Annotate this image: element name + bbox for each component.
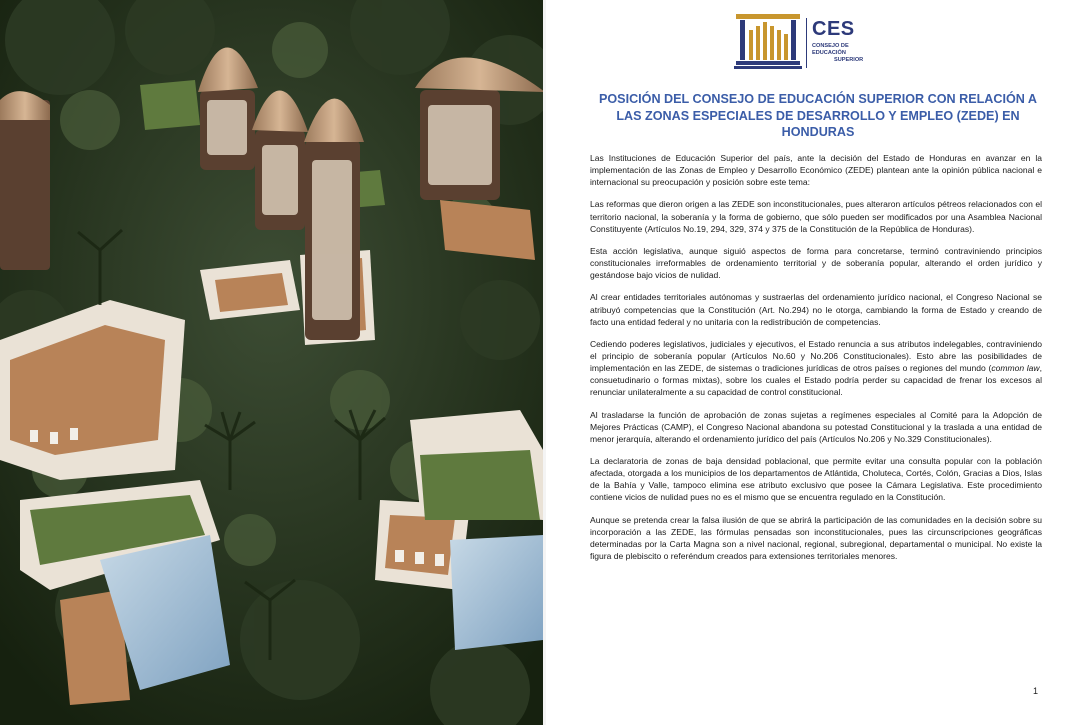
paragraph-3: Esta acción legislativa, aunque siguió aspectos de forma para concretarse, terminó contraviniendo principios constitucionales irreformables de ordenamiento territorial y de soberanía popular, alterando el orden jurídico y gestándose bajo vicios de nulidad. (590, 245, 1042, 281)
logo-subtitle-line1: CONSEJO DE EDUCACIÓN (812, 43, 849, 56)
paragraph-6: Al trasladarse la función de aprobación de zonas sujetas a regímenes especiales al Comité para la Adopción de Mejores Prácticas (CAMP), el Congreso Nacional abandona su potestad Constitucional y la traslada a una entidad de menor jerarquía, alterando el ordenamiento jurídico del país (Artículos No.206 y No.329 Constitucionales). (590, 409, 1042, 444)
aerial-rendering-image (0, 0, 543, 725)
paragraph-8: Aunque se pretenda crear la falsa ilusión de que se abrirá la participación de las comunidades en la decisión sobre su incorporación a las ZEDE, las fórmulas pensadas son inconstitucionales, pues las circunscripciones geográficas determinadas por la Carta Magna son a nivel nacional, regional, subregional, departamental o municipal. No existe la figura de plebiscito o referéndum creados para extensiones territoriales menores. (590, 514, 1042, 561)
paragraph-7: La declaratoria de zonas de baja densidad poblacional, que permite evitar una consulta popular con la población afectada, otorgada a los municipios de los departamentos de Atlántida, Choluteca, Cortés, Colón, Gracias a Dios, Islas de la Bahía y Valle, tampoco elimina ese atributo exclusivo que posee la Cámara Legislativa. Este procedimiento contiene vicios de nulidad pues no es el mismo que se encuentra regulado en la Constitución. (590, 456, 1042, 503)
panel-divider (543, 0, 546, 725)
paragraph-5 (590, 338, 1042, 398)
paragraph-5-emphasis: common law (991, 363, 1040, 374)
logo-acronym: CES (812, 18, 855, 40)
rendering-illustration (0, 0, 543, 725)
logo-subtitle (812, 43, 882, 64)
page-number: 1 (1033, 686, 1039, 696)
paragraph-1: Las Instituciones de Educación Superior del país, ante la decisión del Estado de Honduras en avanzar en la implementación de las Zonas de Empleo y Desarrollo Económico (ZEDE) plantean ante la opinión pública nacional e internacional su preocupación y posición sobre este tema: (590, 153, 1042, 188)
paragraph-5-part-a: Cediendo poderes legislativos, judiciales y ejecutivos, el Estado renuncia a sus atributos indelegables, contraviniendo el principio de soberanía popular (Artículos No.60 y No.206 Constitucionales). Esto abre las posibilidades de implementación en las ZEDE, de sistemas o tradiciones jurídicas de otros países o regiones del mundo ( (590, 338, 1042, 374)
logo-subtitle-line2: SUPERIOR (834, 57, 864, 63)
ces-logo (734, 12, 904, 72)
document-page (547, 0, 1088, 725)
ces-building-icon (734, 12, 802, 70)
logo-separator (806, 18, 807, 68)
paragraph-2: Las reformas que dieron origen a las ZEDE son inconstitucionales, pues alteraron artículos pétreos relacionados con el territorio nacional, la soberanía y la forma de gobierno, que sólo pueden ser modificados por una Asamblea Nacional Constituyente (Artículos No.19, 294, 329, 374 y 375 de la Constitución de la República de Honduras). (590, 199, 1042, 234)
paragraph-4: Al crear entidades territoriales autónomas y sustraerlas del ordenamiento jurídico nacional, el Congreso Nacional se atribuyó competencias que la Constitución (Art. No.294) no le otorga, cambiando la forma de Estado y creando de facto una entidad federal y no unitaria con la redistribución de competencias. (590, 292, 1042, 327)
document-body (590, 152, 1042, 572)
paragraph-5-part-b: , consuetudinario o formas mixtas), sobre los cuales el Estado podría perder su capacidad de frenar los excesos al renunciar unilateralmente a su capacidad de control constitucional. (590, 363, 1042, 398)
document-title: POSICIÓN DEL CONSEJO DE EDUCACIÓN SUPERIOR CON RELACIÓN A LAS ZONAS ESPECIALES DE DESARROLLO Y EMPLEO (ZEDE) EN HONDURAS (598, 92, 1038, 140)
